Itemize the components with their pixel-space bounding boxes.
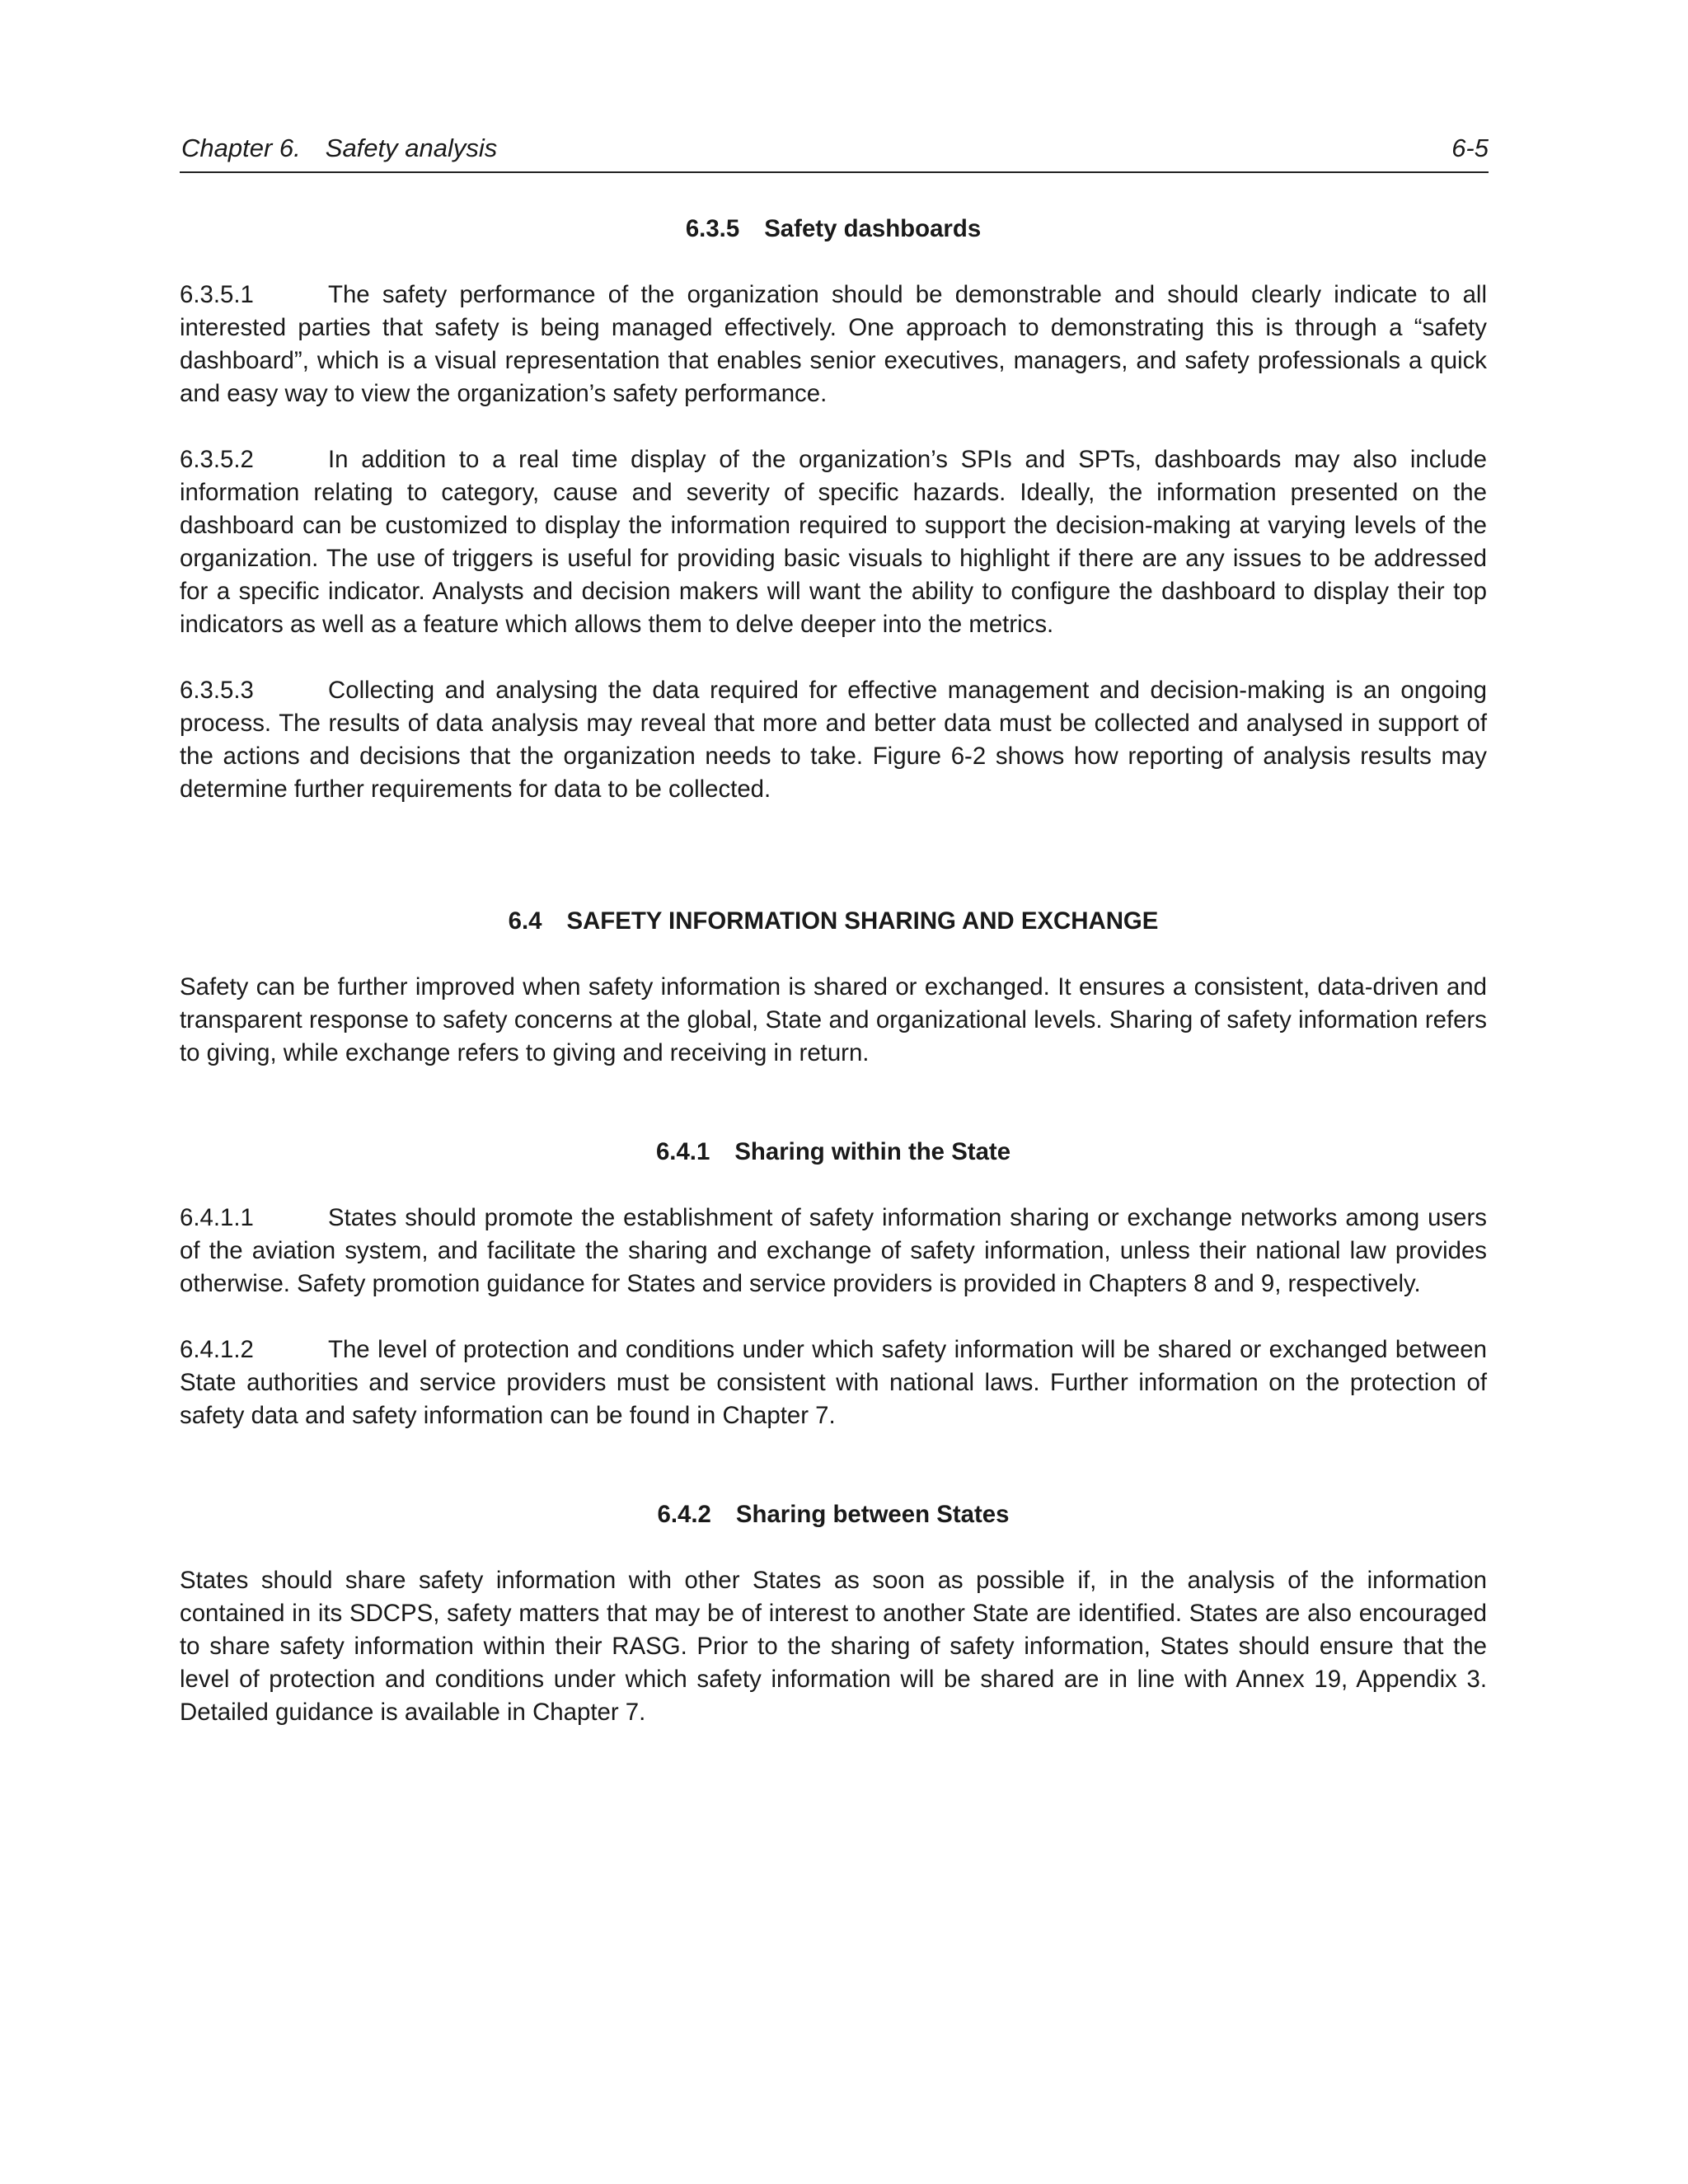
paragraph-6-4-1-1 (180, 1202, 1487, 1301)
paragraph-text: The safety performance of the organization should be demonstrable and should clearly indicate to all interested parties that safety is being managed effectively. One approach to demonstrating this is through a “safety dashboard”, which is a visual representation that enables senior executives, managers, and safety professionals a quick and easy way to view the organization’s safety performance. (180, 281, 1487, 407)
paragraph-number: 6.4.1.1 (180, 1204, 254, 1231)
page-number: 6-5 (1451, 134, 1489, 162)
paragraph-number: 6.3.5.2 (180, 446, 254, 473)
section-number: 6.3.5 (685, 215, 740, 242)
chapter-title: Safety analysis (325, 134, 498, 162)
section-title: Sharing within the State (734, 1138, 1011, 1165)
paragraph-number: 6.4.1.2 (180, 1336, 254, 1363)
paragraph-number: 6.3.5.3 (180, 677, 254, 704)
paragraph-number: 6.3.5.1 (180, 281, 254, 308)
section-title: Safety dashboards (764, 215, 982, 242)
paragraph-6-3-5-3 (180, 674, 1487, 806)
paragraph-6-4-1-2 (180, 1333, 1487, 1432)
section-number: 6.4.1 (655, 1138, 710, 1165)
paragraph-text: States should share safety information with other States as soon as possible if, in the analysis of the information contained in its SDCPS, safety matters that may be of interest to another State are identified. States are also encouraged to share safety information within their RASG. Prior to the sharing of safety information, States should ensure that the level of protection and conditions under which safety information will be shared are in line with Annex 19, Appendix 3. Detailed guidance is available in Chapter 7. (180, 1567, 1487, 1726)
section-title: Sharing between States (735, 1501, 1010, 1528)
section-heading-6-4 (180, 905, 1487, 938)
paragraph-6-3-5-2 (180, 443, 1487, 641)
paragraph-text: Collecting and analysing the data required for effective management and decision-making is an ongoing process. The results of data analysis may reveal that more and better data must be collected and analysed in support of the actions and decisions that the organization needs to take. Figure 6-2 shows how reporting of analysis results may determine further requirements for data to be collected. (180, 677, 1487, 803)
page-content (180, 213, 1487, 1729)
paragraph-text: The level of protection and conditions under which safety information will be shared or exchanged between State authorities and service providers must be consistent with national laws. Further information on the protection of safety data and safety information can be found in Chapter 7. (180, 1336, 1487, 1429)
section-title: SAFETY INFORMATION SHARING AND EXCHANGE (566, 907, 1159, 935)
section-heading-6-4-2 (180, 1498, 1487, 1531)
running-header (180, 132, 1489, 173)
section-number: 6.4 (508, 907, 542, 935)
chapter-number: Chapter 6. (181, 134, 301, 162)
section-number: 6.4.2 (657, 1501, 711, 1528)
paragraph-text: States should promote the establishment of safety information sharing or exchange networks among users of the aviation system, and facilitate the sharing and exchange of safety information, unless their national law provides otherwise. Safety promotion guidance for States and service providers is provided in Chapters 8 and 9, respectively. (180, 1204, 1487, 1297)
paragraph-text: In addition to a real time display of the organization’s SPIs and SPTs, dashboards may also include information relating to category, cause and severity of specific hazards. Ideally, the information presented on the dashboard can be customized to display the information required to support the decision-making at varying levels of the organization. The use of triggers is useful for providing basic visuals to highlight if there are any issues to be addressed for a specific indicator. Analysts and decision makers will want the ability to configure the dashboard to display their top indicators as well as a feature which allows them to delve deeper into the metrics. (180, 446, 1487, 638)
paragraph-6-4-intro (180, 971, 1487, 1070)
chapter-label (181, 132, 497, 165)
section-heading-6-3-5 (180, 213, 1487, 246)
paragraph-6-3-5-1 (180, 279, 1487, 410)
paragraph-6-4-2 (180, 1564, 1487, 1729)
paragraph-text: Safety can be further improved when safety information is shared or exchanged. It ensures a consistent, data-driven and transparent response to safety concerns at the global, State and organizational levels. Sharing of safety information refers to giving, while exchange refers to giving and receiving in return. (180, 973, 1487, 1066)
section-heading-6-4-1 (180, 1136, 1487, 1169)
